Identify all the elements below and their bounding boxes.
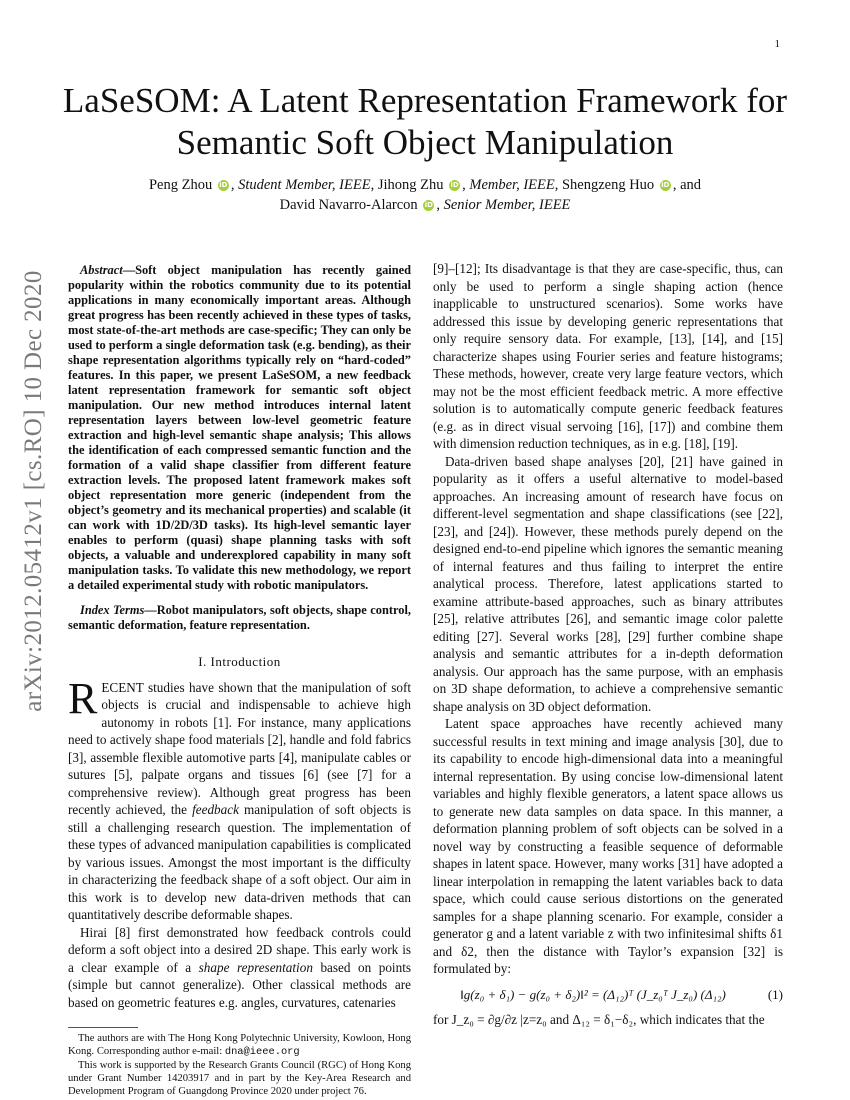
title-line-2: Semantic Soft Object Manipulation: [176, 123, 674, 162]
intro-p1-text: ECENT studies have shown that the manipulation of soft objects is crucial and indispensable to achieve high autonomy in robots [1]. For instance, many applications need to actively shape food materials [2], handle and fold fabrics [3], assemble flexible automotive parts [4], manipulate cables or sutures [5], palpate organs and tissues [6] (see [7] for a comprehensive review). Although great progress has been recently achieved, the: [68, 679, 411, 817]
author-block: Peng Zhou iD , Student Member, IEEE, Jihong Zhu iD , Member, IEEE, Shengzeng Huo iD , and David Navarro-Alarcon iD , Senior Member, IEEE: [148, 177, 701, 213]
author-name: Jihong Zhu: [377, 177, 444, 193]
intro-paragraph-1: [68, 673, 411, 924]
orcid-icon[interactable]: iD: [661, 181, 670, 189]
author-role: Student Member, IEEE: [238, 177, 371, 193]
section-heading-introduction: I. Introduction: [198, 654, 281, 669]
intro-p2-end: based on points (simple but cannot generalize). Other classical methods are based on geometric features e.g. angles, curvatures, catenaries: [68, 959, 411, 1010]
intro-p2-emphasis: shape representation: [198, 959, 313, 975]
right-paragraph-4: for J_z₀ = ∂g/∂z |z=z₀ and Δ₁₂ = δ₁−δ₂, which indicates that the: [433, 1012, 765, 1027]
left-column: [68, 263, 411, 1098]
intro-p1-emphasis: feedback: [192, 802, 239, 817]
arxiv-identifier-stamp: [14, 270, 54, 712]
intro-p1-end: manipulation of soft objects is still a challenging research question. The implementation of these types of advanced manipulation capabilities is complicated by various issues. Amongst the most important is the difficulty in characterizing the feedback shape of a soft object. Our aim in this work is to develop new data-driven methods that can quantitatively describe deformable shapes.: [68, 802, 411, 922]
footnote-divider: [68, 1027, 138, 1028]
orcid-icon[interactable]: iD: [219, 181, 228, 189]
arxiv-id-text: arXiv:2012.05412v1 [cs.RO] 10 Dec 2020: [20, 270, 47, 712]
orcid-icon[interactable]: iD: [424, 201, 433, 209]
author-name: Shengzeng Huo: [561, 177, 655, 193]
intro-p2-text: Hirai [8] first demonstrated how feedback controls could deform a soft object into a desired 2D shape. This early work is a clear example of a: [68, 924, 411, 975]
equation-1: [433, 986, 783, 1004]
footnote-affiliation-text: The authors are with The Hong Kong Polytechnic University, Kowloon, Hong Kong. Corresponding author e-mail:: [68, 1033, 411, 1057]
orcid-icon[interactable]: iD: [450, 181, 459, 189]
index-terms: [68, 603, 411, 633]
abstract-label: Abstract: [80, 263, 123, 277]
footnote-funding: This work is supported by the Research Grants Council (RGC) of Hong Kong under Grant Number 14203917 and in part by the Key-Area Research and Development Program of Guangdong Province 2020 under project 76.: [68, 1060, 411, 1097]
abstract-text: —Soft object manipulation has recently gained popularity within the robotics community due to its potential applications in many economically important areas. Although great progress has been recently achieved in these types of tasks, most state-of-the-art methods are case-specific; They can only be used to perform a single deformation task (e.g. bending), as their shape representation algorithms typically rely on “hard-coded” features. In this paper, we present LaSeSOM, a new feedback latent representation framework for semantic soft object manipulation. Our new method introduces internal latent representation layers between low-level geometric feature extraction and high-level semantic shape analysis; This allows the identification of each compressed semantic function and the formation of a valid shape classifier from different feature extraction levels. The proposed latent framework makes soft object representation more generic (independent from the object’s geometry and its mechanical properties) and scalable (it can work with 1D/2D/3D tasks). Its high-level semantic layer enables to perform (quasi) shape planning tasks with soft objects, a valuable and underexplored capability in many soft manipulation tasks. To validate this new methodology, we report a detailed experimental study with robotic manipulators.: [68, 263, 411, 592]
author-email-link[interactable]: dna@ieee.org: [224, 1046, 300, 1058]
author-role: Senior Member, IEEE: [443, 197, 571, 213]
drop-cap: R: [68, 673, 98, 723]
right-paragraph-2: Data-driven based shape analyses [20], [21] have gained in popularity as it offers a useful alternative to model-based approaches. An increasing amount of research have focus on different-level segmentation and shape classifications (see [22], [23], and [24]). However, these methods purely depend on the designed end-to-end pipeline which ignores the semantic meaning of internal features and thus failing to interpret the entire analytical process. Therefore, latest applications started to examine attribute-based approaches, such as binary attributes [25], relative attributes [26], and semantic image color palette editing [27]. Several works [28], [29] further combine shape analysis and semantic attributes for a in-depth deformation analysis. Our approach has the same purpose, with an emphasis on 3D shape deformation, to achieve a comprehensive semantic shape analysis on 3D object deformation.: [433, 453, 783, 714]
author-role: Member, IEEE: [469, 177, 555, 193]
equation-1-body: ‖g(z₀ + δ₁) − g(z₀ + δ₂)‖² = (Δ₁₂)ᵀ (J_z₀ᵀ J_z₀) (Δ₁₂): [460, 986, 726, 1002]
footnote-affiliation: [68, 1032, 411, 1059]
equation-1-number: (1): [767, 986, 783, 1002]
author-name: David Navarro-Alarcon: [279, 197, 418, 213]
right-paragraph-3: Latent space approaches have recently achieved many successful results in text mining and image analysis [30], due to its capability to encode high-dimensional data into a meaningful internal representation. By using concise low-dimensional latent variables and highly flexible generators, a latent space allows us to generate new data samples on data space. In this manner, a deformation planning problem of soft objects can be solved in a novel way by constructing a feasible sequence of deformable shapes in latent space. However, many works [31] have adopted a linear interpolation in remapping the latent variables back to data space, which could cause serious distortions on the generated samples for a shape planning scenario. For example, consider a generator g and a latent variable z with two infinitesimal shifts δ1 and δ2, then the distance with Taylor’s expansion [32] is formulated by:: [433, 716, 783, 976]
author-conjunction: , and: [672, 177, 701, 193]
right-paragraph-1: [9]–[12]; Its disadvantage is that they are case-specific, thus, can only be used to perform a single shaping action (hence inapplicable to unstructured scenarios). Some works have addressed this issue by developing generic representations that only require sensory data. For example, [13], [14], and [15] characterize shapes using Fourier series and feature histograms; These methods, however, create very large feature vectors, which may not be the most efficient feedback metric. A more effective solution is to automatically compute generic feedback features (e.g. as in direct visual servoing [16], [17]) and combine them with dimension reduction techniques, as in e.g. [18], [19].: [433, 261, 783, 451]
paper-title: [40, 80, 810, 164]
page-number: 1: [774, 38, 780, 50]
abstract: [68, 263, 411, 593]
title-line-1: LaSeSOM: A Latent Representation Framework for: [62, 81, 788, 120]
index-terms-text: —Robot manipulators, soft objects, shape control, semantic deformation, feature representation.: [68, 603, 411, 632]
author-name: Peng Zhou: [148, 177, 213, 193]
right-column: [433, 260, 783, 1029]
intro-paragraph-2: [68, 924, 411, 1012]
index-terms-label: Index Terms: [80, 603, 145, 617]
